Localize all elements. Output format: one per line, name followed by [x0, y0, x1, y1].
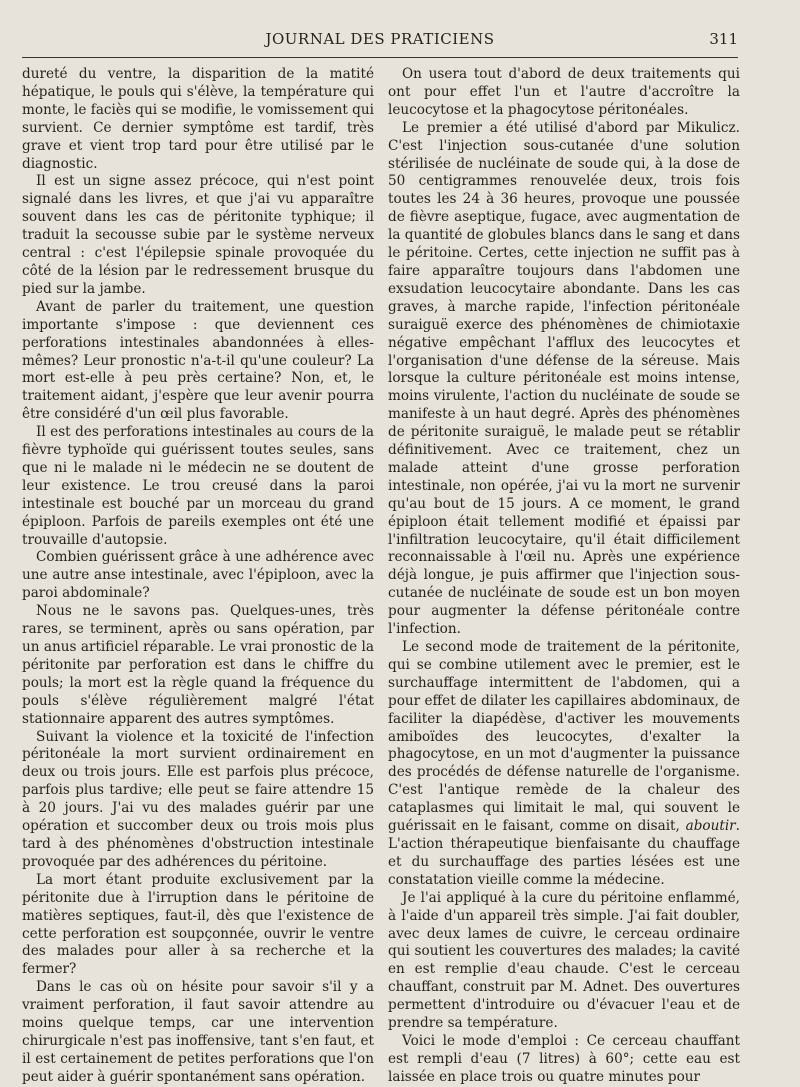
paragraph: Dans le cas où on hésite pour savoir s'il y a vraiment perforation, il faut savoir attendre au moins quelque temps, car une intervention chirurgicale n'est pas inoffensive, tant s'en faut, et il est certainement de petites perforations que l'on peut aider à guérir spontanément sans opération.	[22, 979, 374, 1085]
paragraph	[388, 639, 740, 890]
paragraph: Nous ne le savons pas. Quelques-unes, très rares, se terminent, après ou sans opération, par un anus artificiel réparable. Le vrai pronostic de la péritonite par perforation est dans le chiffre du pouls; la mort est la règle quand la fréquence du pouls s'élève régulièrement malgré l'état stationnaire apparent des autres symptômes.	[22, 603, 374, 727]
running-header	[22, 30, 738, 52]
paragraph: Avant de parler du traitement, une question importante s'impose : que deviennent ces perforations intestinales abandonnées à elles-mêmes? Leur pronostic n'a-t-il qu'une couleur? La mort est-elle à peu près certaine? Non, et, le traitement aidant, j'espère que leur avenir pourra être considéré d'un œil plus favorable.	[22, 298, 374, 423]
paragraph: Suivant la violence et la toxicité de l'infection péritonéale la mort survient ordinairement en deux ou trois jours. Elle est parfois plus précoce, parfois plus tardive; elle peut se faire attendre 15 à 20 jours. J'ai vu des malades guérir par une opération et succomber deux ou trois mois plus tard à des phénomènes d'obstruction intestinale provoquée par des adhérences du péritoine.	[22, 728, 374, 870]
left-column	[22, 66, 374, 1087]
journal-title: JOURNAL DES PRATICIENS	[265, 30, 495, 48]
paragraph-text: Le second mode de traitement de la péritonite, qui se combine utilement avec le premier, est le surchauffage intermittent de l'abdomen, qui a pour effet de dilater les capillaires abdominaux, de faciliter la diapédèse, d'activer les mouvements amiboïdes des leucocytes, d'exalter la phagocytose, en un mot d'augmenter la puissance des procédés de défense naturelle de l'organisme. C'est l'antique remède de la chaleur des cataplasmes qui limitait le mal, qui souvent le guérissait en le faisant, comme on disait,	[388, 639, 740, 835]
paragraph: dureté du ventre, la disparition de la matité hépatique, le pouls qui s'élève, la température qui monte, le faciès qui se modifie, le vomissement qui survient. Ce dernier symptôme est tardif, très grave et vient trop tard pour être utilisé par le diagnostic.	[22, 66, 374, 172]
paragraph: Il est des perforations intestinales au cours de la fièvre typhoïde qui guérissent toutes seules, sans que ni le malade ni le médecin ne se doutent de leur existence. Le trou creusé dans la paroi intestinale est bouché par un morceau du grand épiploon. Parfois de pareils exemples ont été une trouvaille d'autopsie.	[22, 424, 374, 548]
paragraph: Il est un signe assez précoce, qui n'est point signalé dans les livres, et que j'ai vu apparaître souvent dans les cas de péritonite typhique; il traduit la secousse subie par le système nerveux central : c'est l'épilepsie spinale provoquée du côté de la lésion par le redressement brusque du pied sur la jambe.	[22, 173, 374, 297]
paragraph: Je l'ai appliqué à la cure du péritoine enflammé, à l'aide d'un appareil très simple. J'ai fait doubler, avec deux lames de cuivre, le cerceau ordinaire qui soutient les couvertures des malades; la cavité en est remplie d'eau chaude. C'est le cerceau chauffant, construit par M. Adnet. Des ouvertures permettent d'introduire ou d'évacuer l'eau et de prendre sa température.	[388, 889, 740, 1032]
paragraph: Voici le mode d'emploi : Ce cerceau chauffant est rempli d'eau (7 litres) à 60°; cette eau est laissée en place trois ou quatre minutes pour	[388, 1032, 740, 1085]
header-rule	[22, 57, 738, 58]
paragraph: Le premier a été utilisé d'abord par Mikulicz. C'est l'injection sous-cutanée d'une solution stérilisée de nucléinate de soude qui, à la dose de 50 centigrammes renouvelée deux, trois fois toutes les 24 à 36 heures, provoque une poussée de fièvre aseptique, fugace, avec augmentation de la quantité de globules blancs dans le sang et dans le péritoine. Certes, cette injection ne suffit pas à faire apparaître toujours dans l'abdomen une exsudation leucocytaire abondante. Dans les cas graves, à marche rapide, l'infection péritonéale suraiguë exerce des phénomènes de chimiotaxie négative empêchant l'afflux des leucocytes et l'organisation d'une défense de la séreuse. Mais lorsque la culture péritonéale est moins intense, moins virulente, l'action du nucléinate de soude se manifeste à un haut degré. Après des phénomènes de péritonite suraiguë, le malade peut se rétablir définitivement. Avec ce traitement, chez un malade atteint d'une grosse perforation intestinale, non opérée, j'ai vu la mort ne survenir qu'au bout de 15 jours. A ce moment, le grand épiploon était tellement modifié et épaissi par l'infiltration leucocytaire, qu'il était difficilement reconnaissable à l'œil nu. Après une expérience déjà longue, je puis affirmer que l'injection sous-cutanée de nucléinate de soude est un bon moyen pour augmenter la défense péritonéale contre l'infection.	[388, 119, 740, 638]
page-number: 311	[709, 30, 738, 48]
paragraph: La mort étant produite exclusivement par la péritonite due à l'irruption dans le péritoine de matières septiques, faut-il, dès que l'existence de cette perforation est soupçonnée, ouvrir le ventre des malades pour aller à sa recherche et la fermer?	[22, 871, 374, 978]
right-column	[388, 66, 740, 1087]
paragraph: Combien guérissent grâce à une adhérence avec une autre anse intestinale, avec l'épiploon, avec la paroi abdominale?	[22, 549, 374, 602]
italic-term: aboutir	[685, 818, 736, 835]
paragraph-text: . L'action thérapeutique bienfaisante du chauffage et du surchauffage des parties lésées est une constatation vieille comme la médecine.	[388, 818, 740, 888]
paragraph: On usera tout d'abord de deux traitements qui ont pour effet l'un et l'autre d'accroître la leucocytose et la phagocytose péritonéales.	[388, 66, 740, 118]
